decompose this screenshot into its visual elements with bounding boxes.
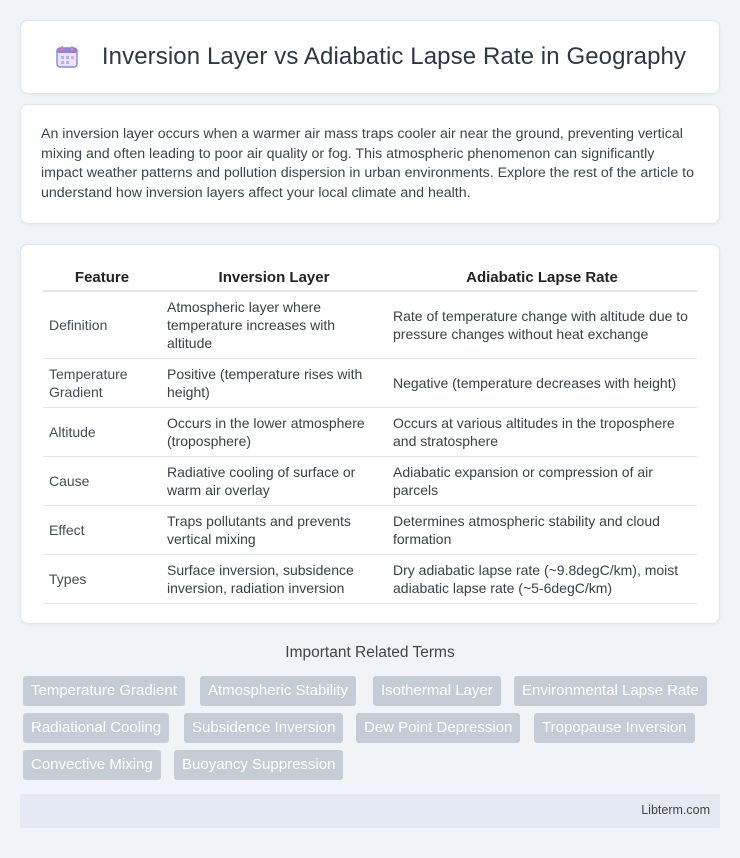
row-inversion-value: Positive (temperature rises with height)	[161, 359, 387, 408]
table-row	[43, 457, 697, 506]
row-adiabatic-value: Rate of temperature change with altitude due to pressure changes without heat exchange	[387, 292, 697, 359]
header-adiabatic-lapse-rate: Adiabatic Lapse Rate	[387, 265, 697, 292]
row-inversion-value: Atmospheric layer where temperature increases with altitude	[161, 292, 387, 359]
tag-temperature-gradient[interactable]: Temperature Gradient	[23, 676, 185, 706]
related-terms-heading: Important Related Terms	[285, 644, 455, 661]
page-title: Inversion Layer vs Adiabatic Lapse Rate in Geography	[101, 43, 687, 70]
row-feature: Cause	[43, 457, 161, 506]
row-adiabatic-value: Determines atmospheric stability and cloud formation	[387, 506, 697, 555]
row-inversion-value: Occurs in the lower atmosphere (troposphere)	[161, 408, 387, 457]
row-inversion-value: Radiative cooling of surface or warm air overlay	[161, 457, 387, 506]
intro-paragraph: An inversion layer occurs when a warmer air mass traps cooler air near the ground, preventing vertical mixing and often leading to poor air quality or fog. This atmospheric phenomenon can significantly impact weather patterns and pollution dispersion in urban environments. Explore the rest of the article to understand how inversion layers affect your local climate and health.	[41, 126, 694, 201]
tag-convective-mixing[interactable]: Convective Mixing	[23, 750, 161, 780]
tag-buoyancy-suppression[interactable]: Buoyancy Suppression	[174, 750, 343, 780]
table-header-row	[43, 265, 697, 292]
row-feature: Altitude	[43, 408, 161, 457]
comparison-table	[43, 265, 697, 604]
header-feature: Feature	[43, 265, 161, 292]
row-feature: Definition	[43, 292, 161, 359]
row-feature: Types	[43, 555, 161, 604]
comparison-table-card	[20, 244, 720, 624]
tag-radiational-cooling[interactable]: Radiational Cooling	[23, 713, 169, 743]
table-row	[43, 359, 697, 408]
tag-dew-point-depression[interactable]: Dew Point Depression	[356, 713, 520, 743]
footer	[20, 794, 720, 828]
tag-environmental-lapse-rate[interactable]: Environmental Lapse Rate	[514, 676, 707, 706]
table-row	[43, 408, 697, 457]
tag-isothermal-layer[interactable]: Isothermal Layer	[373, 676, 501, 706]
row-adiabatic-value: Occurs at various altitudes in the troposphere and stratosphere	[387, 408, 697, 457]
footer-brand[interactable]: Libterm.com	[641, 803, 710, 817]
row-feature: Temperature Gradient	[43, 359, 161, 408]
row-adiabatic-value: Dry adiabatic lapse rate (~9.8degC/km), moist adiabatic lapse rate (~5-6degC/km)	[387, 555, 697, 604]
table-row	[43, 555, 697, 604]
header-inversion-layer: Inversion Layer	[161, 265, 387, 292]
row-inversion-value: Traps pollutants and prevents vertical mixing	[161, 506, 387, 555]
calendar-doc-icon	[54, 44, 80, 70]
row-feature: Effect	[43, 506, 161, 555]
title-card	[20, 20, 720, 94]
row-inversion-value: Surface inversion, subsidence inversion, radiation inversion	[161, 555, 387, 604]
row-adiabatic-value: Adiabatic expansion or compression of air parcels	[387, 457, 697, 506]
tag-tropopause-inversion[interactable]: Tropopause Inversion	[534, 713, 695, 743]
row-adiabatic-value: Negative (temperature decreases with height)	[387, 359, 697, 408]
table-row	[43, 292, 697, 359]
tag-atmospheric-stability[interactable]: Atmospheric Stability	[200, 676, 356, 706]
intro-card	[20, 104, 720, 224]
tag-subsidence-inversion[interactable]: Subsidence Inversion	[184, 713, 343, 743]
table-row	[43, 506, 697, 555]
